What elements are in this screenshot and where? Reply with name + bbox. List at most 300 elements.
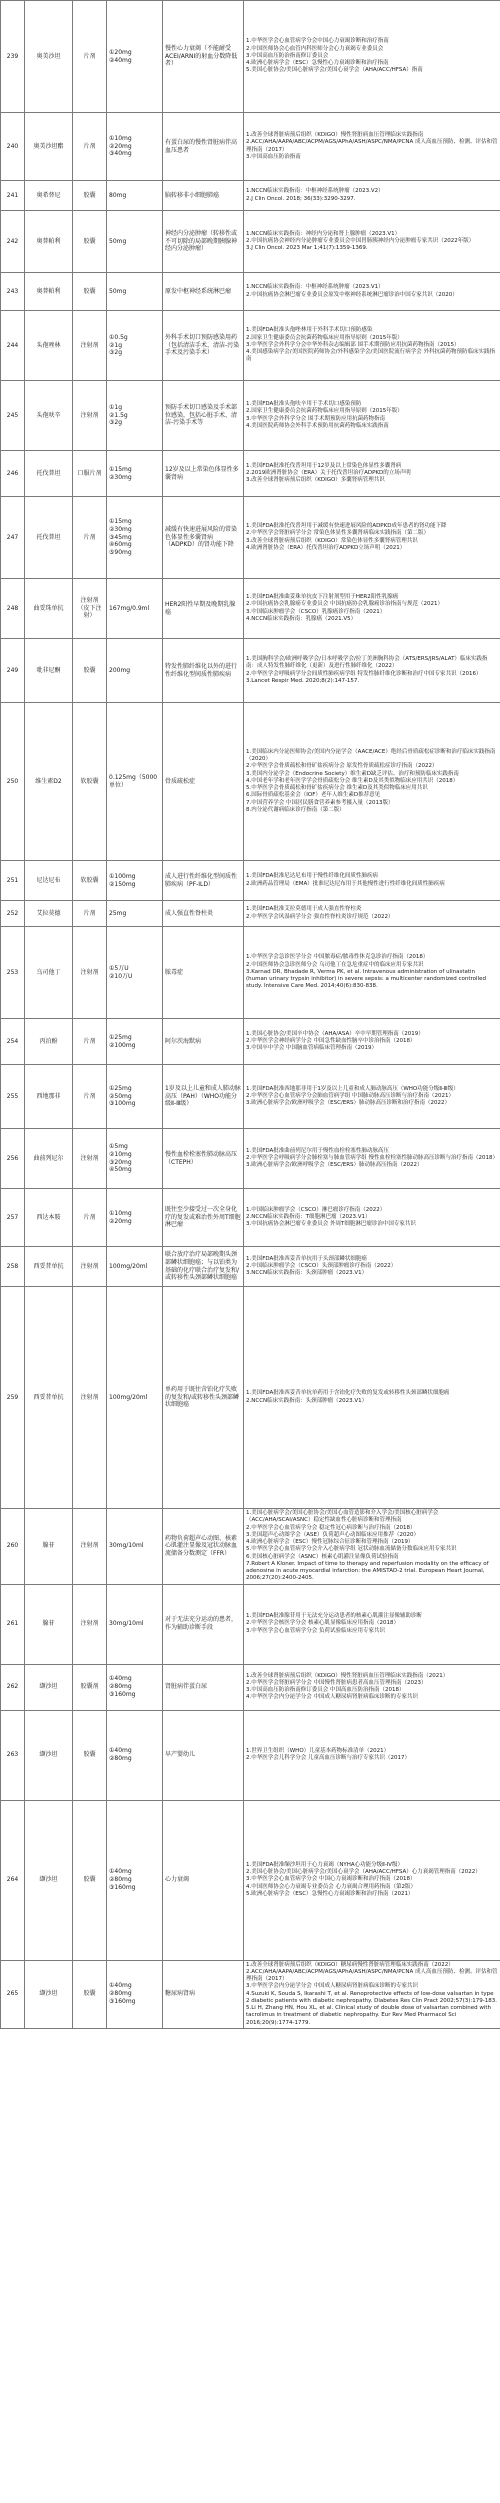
- evidence-line: 2.中国医师协会心血管内科医师分会心力衰竭专业委员会: [246, 45, 384, 52]
- evidence-line: 2.J Clin Oncol. 2018; 36(33):3290-3297.: [246, 195, 356, 202]
- specification-line: ②40mg: [109, 56, 132, 64]
- row-number-cell: 265: [1, 1960, 25, 2028]
- indication-cell: 神经内分泌肿瘤（转移性或不可切除的局部晚期胰腺神经内分泌肿瘤）: [163, 211, 244, 273]
- evidence-line: 4.欧洲肾脏协会（ERA）托伐普坦治疗ADPKD立场声明（2021）: [246, 544, 406, 551]
- table-row: [1, 1, 500, 113]
- specification-line: ③2g: [109, 349, 123, 357]
- evidence-line: 2.中华医学会心血管病学分会 稳定性冠心病诊断与治疗指南（2018）: [246, 1524, 416, 1531]
- evidence-line: 5.Li H, Zhang HN, Hou XL, et al. Clinical study of double dose of valsartan combined with tacrolimus in treatment of diabetic nephropathy. Eur Rev Med Pharmacol Sci 2016;20(9):1774-1779.: [246, 2005, 492, 2026]
- evidence-line: 3.欧洲心脏病学会/欧洲呼吸学会（ESC/ERS）肺动脉高压指南（2022）: [246, 1162, 423, 1169]
- row-number-cell: 239: [1, 1, 25, 113]
- row-number-cell: 258: [1, 1247, 25, 1287]
- evidence-line: 1.美国FDA批准曲妥珠单抗皮下注射剂型用于HER2阳性乳腺癌: [246, 594, 399, 600]
- evidence-line: 2.2019欧洲肾脏协会（ERA）关于托伐普坦治疗ADPKD的立场声明: [246, 469, 411, 476]
- indication-cell: 既往至少接受过一次全身化疗的复发或难治性外周T细胞淋巴瘤: [163, 1189, 244, 1247]
- evidence-line: 1.中国临床肿瘤学会（CSCO）淋巴瘤诊疗指南（2022）: [246, 1206, 386, 1213]
- evidence-line: 3.美国超声心动图学会（ASE）负荷超声心动图临床应用推荐（2020）: [246, 1531, 419, 1538]
- drug-name-cell: 奥普帕利: [25, 273, 73, 311]
- specification-line: ②30mg: [109, 473, 132, 481]
- evidence-line: 2.中华医学会神经病学分会 中国急性缺血性脑卒中诊治指南（2018）: [246, 1037, 416, 1044]
- indication-cell: 有蛋白尿的慢性肾脏病伴高血压患者: [163, 113, 244, 181]
- indication-cell: 慢性血栓栓塞性肺动脉高压（CTEPH）: [163, 1129, 244, 1189]
- row-number-cell: 249: [1, 639, 25, 703]
- drug-name-cell: 缬沙坦: [25, 1664, 73, 1710]
- specification-line: 50mg: [109, 237, 127, 245]
- row-number-cell: 248: [1, 579, 25, 639]
- dosage-form-cell: 胶囊剂: [73, 1664, 107, 1710]
- evidence-line: 1.中华医学会心血管病学分会中国心力衰竭诊断和治疗指南: [246, 38, 389, 45]
- evidence-basis-cell: [244, 861, 500, 901]
- table-row: [1, 1960, 500, 2028]
- row-number-cell: 264: [1, 1800, 25, 1960]
- evidence-line: 4.美国感染病学会/美国医院药师协会/外科感染学会/美国医院流行病学会 外科抗菌药物预防临床实践指南: [246, 349, 496, 363]
- evidence-line: 1.美国心脏病学会/美国心脏协会/美国心血管造影和介入学会/美国核心脏病学会（ACC/AHA/SCAI/ASNC）稳定性缺血性心脏病诊断和管理指南: [246, 1510, 439, 1524]
- evidence-basis-cell: [244, 181, 500, 211]
- drug-name-cell: 奥美沙坦酯: [25, 113, 73, 181]
- evidence-line: 4.NCCN临床实践指南：乳腺癌（2021.V5）: [246, 615, 357, 622]
- evidence-line: 4.欧洲心脏病学会（ESC）急慢性心力衰竭诊断和治疗指南: [246, 60, 389, 67]
- specification-cell: [107, 703, 163, 861]
- dosage-form-cell: 片剂: [73, 497, 107, 579]
- row-number-cell: 251: [1, 861, 25, 901]
- specification-line: ①10mg: [109, 134, 132, 142]
- dosage-form-cell: 注射剂: [73, 1509, 107, 1585]
- evidence-line: 1.改善全球肾脏病预后组织（KDIGO）慢性肾脏病血压管理临床实践指南（2021）: [246, 1672, 449, 1679]
- drug-name-cell: 腺苷: [25, 1509, 73, 1585]
- indication-cell: 外科手术切口预防感染用药（包括清洁手术、清洁-污染手术及污染手术）: [163, 311, 244, 381]
- dosage-form-cell: 注射剂: [73, 927, 107, 1019]
- specification-line: ③45mg: [109, 533, 132, 541]
- evidence-basis-cell: [244, 639, 500, 703]
- specification-cell: [107, 181, 163, 211]
- row-number-cell: 257: [1, 1189, 25, 1247]
- specification-line: 80mg: [109, 191, 127, 199]
- evidence-basis-cell: [244, 1065, 500, 1129]
- dosage-form-cell: 软胶囊: [73, 703, 107, 861]
- evidence-line: 1.改善全球肾脏病预后组织（KDIGO）糖尿病慢性肾脏病管理临床实践指南（2022）: [246, 1961, 454, 1968]
- specification-line: ②80mg: [109, 1755, 132, 1762]
- specification-line: ②20mg: [109, 1217, 132, 1225]
- evidence-line: 1.美国胸科学会/欧洲呼吸学会/日本呼吸学会/拉丁美洲胸科协会（ATS/ERS/JRS/ALAT）临床实践指南：成人特发性肺纤维化（更新）及进行性肺纤维化（2022）: [246, 656, 488, 670]
- specification-cell: [107, 639, 163, 703]
- table-row: [1, 1800, 500, 1960]
- indication-cell: 药物负荷超声心动图、核素心肌灌注显像及冠状动脉血流储备分数测定（FFR）: [163, 1509, 244, 1585]
- indication-cell: 糖尿病肾病: [163, 1960, 244, 2028]
- specification-line: ③40mg: [109, 150, 132, 158]
- evidence-line: 1.美国FDA批准头孢呋辛用于手术切口感染预防: [246, 401, 362, 407]
- indication-cell: 特发性肺纤维化以外的进行性纤维化型间质性肺疾病: [163, 639, 244, 703]
- indication-cell: 12岁及以上常染色体显性多囊肾病: [163, 451, 244, 497]
- table-row: [1, 579, 500, 639]
- evidence-line: 6.美国核心脏病学会（ASNC）核素心肌灌注显像负荷试验指南: [246, 1553, 399, 1560]
- evidence-basis-cell: [244, 113, 500, 181]
- evidence-line: 2.中华医学会核医学分会 核素心肌显像临床应用指南（2018）: [246, 1620, 399, 1627]
- table-row: [1, 181, 500, 211]
- dosage-form-cell: 口服片剂: [73, 451, 107, 497]
- indication-cell: HER2阳性早期及晚期乳腺癌: [163, 579, 244, 639]
- specification-cell: [107, 927, 163, 1019]
- specification-line: ②100mg: [109, 1041, 136, 1049]
- table-row: [1, 1189, 500, 1247]
- table-row: [1, 1584, 500, 1664]
- evidence-line: 1.美国FDA批准艾拉莫德用于成人强直性脊柱炎: [246, 906, 362, 913]
- drug-name-cell: 缬沙坦: [25, 1960, 73, 2028]
- specification-cell: [107, 113, 163, 181]
- evidence-basis-cell: [244, 1664, 500, 1710]
- evidence-line: 3.中华医学会内分泌学分会 中国成人糖尿病肾脏病临床诊断的专家共识: [246, 1983, 418, 1990]
- row-number-cell: 245: [1, 381, 25, 451]
- evidence-line: 2.ACC/AHA/AAPA/ABC/ACPM/AGS/APhA/ASH/ASPC/NMA/PCNA 成人高血压预防、检测、评估和管理指南（2017）: [246, 1968, 498, 1982]
- specification-line: 100mg/20ml: [109, 1393, 148, 1401]
- drug-name-cell: 头孢唑林: [25, 311, 73, 381]
- specification-line: ②1g: [109, 341, 123, 349]
- row-number-cell: 254: [1, 1019, 25, 1065]
- table-row: [1, 1129, 500, 1189]
- dosage-form-cell: 胶囊: [73, 1800, 107, 1960]
- evidence-basis-cell: [244, 703, 500, 861]
- drug-name-cell: 奥美沙坦: [25, 1, 73, 113]
- evidence-line: 3.改善全球肾脏病预后组织（KDIGO）常染色体显性多囊肾病管理共识: [246, 537, 418, 544]
- evidence-basis-cell: [244, 1287, 500, 1509]
- drug-name-cell: 尼达尼布: [25, 861, 73, 901]
- row-number-cell: 262: [1, 1664, 25, 1710]
- evidence-line: 3.J Clin Oncol. 2023 Mar 1;41(7):1359-1369.: [246, 245, 368, 252]
- dosage-form-cell: 注射剂: [73, 1247, 107, 1287]
- evidence-line: 1.美国FDA批准缬沙坦用于心力衰竭（NYHA心功能分级Ⅱ-Ⅳ级）: [246, 1861, 403, 1868]
- evidence-line: 2.NCCN临床实践指南：T细胞淋巴瘤（2023.V1）: [246, 1213, 371, 1220]
- evidence-line: 3.中国高血压防治指南修订委员会: [246, 52, 329, 59]
- evidence-basis-cell: [244, 579, 500, 639]
- indication-cell: 1岁及以上儿童和成人肺动脉高压（PAH）（WHO功能分级Ⅱ-Ⅲ级）: [163, 1065, 244, 1129]
- drug-name-cell: 西地那非: [25, 1065, 73, 1129]
- evidence-line: 2.中国医师协会急诊医师分会 乌司他丁在急危重症中的临床应用专家共识: [246, 961, 424, 968]
- indication-cell: 联合放疗治疗局部晚期头颈部鳞状细胞癌；与以铂类为基础的化疗联合治疗复发和/或转移性头颈部鳞状细胞癌: [163, 1247, 244, 1287]
- specification-line: ①5mg: [109, 1142, 128, 1150]
- evidence-line: 3.Lancet Respir Med. 2020;8(2):147-157.: [246, 677, 360, 684]
- evidence-line: 7.中国营养学会 中国居民膳食营养素参考摄入量（2013版）: [246, 799, 394, 806]
- evidence-line: 1.美国FDA批准曲前列尼尔用于慢性血栓栓塞性肺动脉高压: [246, 1147, 389, 1154]
- indication-cell: 减缓有快速进展风险的常染色体显性多囊肾病（ADPKD）的肾功能下降: [163, 497, 244, 579]
- specification-line: 50mg: [109, 287, 127, 295]
- evidence-line: 2.中国临床肿瘤学会（CSCO）头颈部肿瘤诊疗指南（2022）: [246, 1262, 397, 1269]
- evidence-line: 3.中华医学会心血管病学分会 中国心力衰竭诊断和治疗指南（2018）: [246, 1876, 416, 1883]
- table-row: [1, 113, 500, 181]
- evidence-line: 2.中华医学会呼吸病学分会间质性肺疾病学组 特发性肺纤维化诊断和治疗中国专家共识（2016）: [246, 670, 482, 677]
- dosage-form-cell: 片剂: [73, 901, 107, 927]
- evidence-line: 5.中华医学会骨质疏松和骨矿盐疾病分会 维生素D及其类似物临床应用共识: [246, 785, 428, 792]
- dosage-form-cell: 注射剂: [73, 1129, 107, 1189]
- evidence-line: 2.国家卫生健康委员会抗菌药物临床应用指导原则（2015年版）: [246, 408, 403, 415]
- dosage-form-cell: 胶囊: [73, 211, 107, 273]
- evidence-line: 3.中国高血压防治指南: [246, 153, 301, 160]
- table-row: [1, 1287, 500, 1509]
- dosage-form-cell: 片剂: [73, 113, 107, 181]
- table-row: [1, 211, 500, 273]
- evidence-basis-cell: [244, 381, 500, 451]
- row-number-cell: 244: [1, 311, 25, 381]
- evidence-line: 2.中华医学会儿科学分会 儿童高血压诊断与治疗专家共识（2017）: [246, 1755, 410, 1761]
- evidence-line: 4.美国医院药师协会外科手术预防用抗菌药物临床实践指南: [246, 422, 389, 429]
- table-row: [1, 1710, 500, 1800]
- specification-line: 200mg: [109, 666, 131, 674]
- specification-line: ①100mg: [109, 872, 136, 880]
- indication-cell: 阿尔茨海默病: [163, 1019, 244, 1065]
- specification-line: 167mg/0.9ml: [109, 604, 150, 612]
- row-number-cell: 243: [1, 273, 25, 311]
- specification-line: ①40mg: [109, 1747, 132, 1755]
- evidence-line: 7.Robert A Kloner. Impact of time to therapy and reperfusion modality on the efficacy of adenosine in acute myocardial infarction: the AMISTAD-2 trial. European Heart Journal, 2006;27(20):2400-2405.: [246, 1560, 489, 1582]
- specification-line: ②150mg: [109, 880, 136, 888]
- evidence-line: 3.Karnad DR, Bhadade R, Verma PK, et al. Intravenous administration of ulinastatin (human urinary trypsin inhibitor) in severe sepsis: a multicenter randomized controlled study. Intensive Care Med. 2014;40(6):830-838.: [246, 968, 486, 990]
- specification-line: ③160mg: [109, 1883, 136, 1891]
- dosage-form-cell: 片剂: [73, 1019, 107, 1065]
- specification-line: ①40mg: [109, 1868, 132, 1876]
- specification-line: ①5万U: [109, 964, 129, 972]
- indication-cell: 脑转移非小细胞肺癌: [163, 181, 244, 211]
- table-row: [1, 639, 500, 703]
- specification-line: ④60mg: [109, 541, 132, 549]
- specification-line: 25mg: [109, 909, 127, 917]
- indication-cell: 成人强直性脊柱炎: [163, 901, 244, 927]
- table-row: [1, 927, 500, 1019]
- evidence-line: 1.美国FDA批准腺苷用于无法充分运动患者的核素心肌灌注显像辅助诊断: [246, 1613, 422, 1620]
- specification-line: ④50mg: [109, 1166, 132, 1174]
- specification-cell: [107, 901, 163, 927]
- evidence-basis-cell: [244, 1129, 500, 1189]
- specification-cell: [107, 579, 163, 639]
- drug-name-cell: 丙泊酚: [25, 1019, 73, 1065]
- evidence-line: 2.欧洲药品管理局（EMA）批准尼达尼布用于其他慢性进行性纤维化间质性肺疾病: [246, 880, 445, 887]
- evidence-line: 1.NCCN临床实践指南：神经内分泌和肾上腺肿瘤（2023.V1）: [246, 230, 401, 237]
- specification-line: ⑤90mg: [109, 549, 132, 557]
- specification-line: ②30mg: [109, 525, 132, 533]
- specification-cell: [107, 1664, 163, 1710]
- evidence-line: 1.美国FDA批准托伐普坦用于12岁及以上常染色体显性多囊肾病: [246, 462, 402, 469]
- indication-cell: 脓毒症: [163, 927, 244, 1019]
- evidence-line: 5.美国心脏协会/美国心脏病学会/美国心衰学会（AHA/ACC/HFSA）指南: [246, 67, 423, 74]
- specification-line: ③100mg: [109, 1100, 136, 1108]
- row-number-cell: 263: [1, 1710, 25, 1800]
- evidence-basis-cell: [244, 211, 500, 273]
- evidence-basis-cell: [244, 1189, 500, 1247]
- evidence-line: 3.中华医学会心血管病学分会 负荷试验临床应用专家共识: [246, 1627, 385, 1634]
- specification-cell: [107, 1710, 163, 1800]
- evidence-line: 1.美国FDA批准西妥昔单抗单药用于含铂化疗失败的复发或转移性头颈部鳞状细胞癌: [246, 1390, 450, 1397]
- specification-cell: [107, 1, 163, 113]
- specification-cell: [107, 1129, 163, 1189]
- evidence-line: 2.中国抗癌协会神经内分泌肿瘤专业委员会中国胃肠胰神经内分泌肿瘤专家共识（2022年版）: [246, 237, 475, 244]
- drug-name-cell: 西妥昔单抗: [25, 1247, 73, 1287]
- dosage-form-cell: 注射剂: [73, 311, 107, 381]
- indication-cell: 肾脏病伴蛋白尿: [163, 1664, 244, 1710]
- specification-line: ①15mg: [109, 518, 132, 525]
- drug-name-cell: 曲妥珠单抗: [25, 579, 73, 639]
- evidence-line: 1.NCCN临床实践指南：中枢神经系统肿瘤（2023.V1）: [246, 284, 384, 291]
- table-row: [1, 901, 500, 927]
- evidence-line: 3.中华医学会外科学分会 围手术期预防应用抗菌药物指南: [246, 415, 385, 422]
- evidence-line: 2.NCCN临床实践指南：头颈部肿瘤（2023.V1）: [246, 1397, 368, 1404]
- evidence-line: 2.ACC/AHA/AAPA/ABC/ACPM/AGS/APhA/ASH/ASPC/NMA/PCNA 成人高血压预防、检测、评估和管理指南（2017）: [246, 139, 498, 153]
- drug-name-cell: 奥希替尼: [25, 181, 73, 211]
- indication-cell: 成人进行性纤维化型间质性肺疾病（PF-ILD）: [163, 861, 244, 901]
- evidence-line: 2.中华医学会风湿病学分会 强直性脊柱炎诊疗规范（2022）: [246, 913, 394, 920]
- table-row: [1, 497, 500, 579]
- specification-line: ①15mg: [109, 465, 132, 473]
- evidence-line: 4.中国老年学和老年医学学会骨质疏松分会 维生素D及其类似物临床应用共识（2018）: [246, 777, 459, 784]
- evidence-line: 2.中华医学会心血管病学分会肺血管病学组 中国肺动脉高压诊断与治疗指南（2021）: [246, 1092, 454, 1099]
- evidence-basis-cell: [244, 451, 500, 497]
- specification-line: ②10mg: [109, 1150, 132, 1158]
- evidence-line: 3.美国内分泌学会（Endocrine Society）维生素D缺乏评估、治疗和预防临床实践指南: [246, 770, 459, 777]
- evidence-line: 2.中国抗癌协会乳腺癌专业委员会 中国抗癌协会乳腺癌诊治指南与规范（2021）: [246, 601, 443, 608]
- drug-name-cell: 西达本胺: [25, 1189, 73, 1247]
- evidence-line: 3.中国抗癌协会淋巴瘤专业委员会 外周T细胞淋巴瘤诊治中国专家共识: [246, 1221, 416, 1228]
- table-row: [1, 861, 500, 901]
- evidence-basis-cell: [244, 1509, 500, 1585]
- specification-cell: [107, 1065, 163, 1129]
- specification-cell: [107, 311, 163, 381]
- specification-line: ③160mg: [109, 1690, 136, 1698]
- row-number-cell: 242: [1, 211, 25, 273]
- evidence-line: 1.美国FDA批准西地那非用于1岁及以上儿童和成人肺动脉高压（WHO功能分级Ⅱ-Ⅲ级）: [246, 1085, 459, 1092]
- evidence-basis-cell: [244, 1247, 500, 1287]
- indication-cell: 预防手术切口感染及手术部位感染，包括心脏手术、清洁-污染手术等: [163, 381, 244, 451]
- specification-line: ①1g: [109, 403, 123, 411]
- drug-name-cell: 艾拉莫德: [25, 901, 73, 927]
- indication-cell: 原发中枢神经系统淋巴瘤: [163, 273, 244, 311]
- evidence-line: 3.改善全球肾脏病预后组织（KDIGO）多囊肾病管理共识: [246, 477, 385, 484]
- specification-line: 30mg/10ml: [109, 1620, 144, 1628]
- evidence-line: 2.美国心脏协会/美国心脏病学会/美国心衰学会（AHA/ACC/HFSA）心力衰竭管理指南（2022）: [246, 1869, 481, 1876]
- table-row: [1, 451, 500, 497]
- evidence-line: 2.中国抗癌协会淋巴瘤专业委员会原发中枢神经系统淋巴瘤诊治中国专家共识（2020）: [246, 291, 458, 298]
- specification-line: 0.125mg（5000单位）: [109, 773, 158, 789]
- evidence-line: 6.国际骨质疏松基金会（IOF）老年人维生素D推荐意见: [246, 792, 381, 799]
- evidence-line: 4.Suzuki K, Souda S, Ikarashi T, et al. Renoprotective effects of low-dose valsartan in type 2 diabetic patients with diabetic nephropathy. Diabetes Res Clin Pract 2002;57(3):179-183.: [246, 1990, 497, 2004]
- row-number-cell: 261: [1, 1584, 25, 1664]
- evidence-basis-cell: [244, 273, 500, 311]
- table-row: [1, 273, 500, 311]
- row-number-cell: 247: [1, 497, 25, 579]
- evidence-line: 1.美国FDA批准托伐普坦用于减缓有快速进展风险的ADPKD成年患者的肾功能下降: [246, 523, 447, 529]
- drug-name-cell: 头孢呋辛: [25, 381, 73, 451]
- evidence-basis-cell: [244, 927, 500, 1019]
- specification-line: ①40mg: [109, 1675, 132, 1683]
- dosage-form-cell: 片剂: [73, 1065, 107, 1129]
- specification-line: ②20mg: [109, 142, 132, 150]
- drug-name-cell: 乌司他丁: [25, 927, 73, 1019]
- specification-cell: [107, 1247, 163, 1287]
- evidence-basis-cell: [244, 1584, 500, 1664]
- evidence-line: 3.欧洲心脏病学会/欧洲呼吸学会（ESC/ERS）肺动脉高压诊断和治疗指南（2022）: [246, 1100, 451, 1107]
- evidence-basis-cell: [244, 311, 500, 381]
- specification-cell: [107, 1509, 163, 1585]
- table-row: [1, 703, 500, 861]
- drug-name-cell: 西妥昔单抗: [25, 1287, 73, 1509]
- specification-line: ③2g: [109, 419, 123, 427]
- specification-cell: [107, 1019, 163, 1065]
- specification-line: ②80mg: [109, 1990, 132, 1998]
- specification-line: ①0.5g: [109, 333, 128, 341]
- specification-line: ①25mg: [109, 1084, 132, 1092]
- specification-line: ①40mg: [109, 1982, 132, 1990]
- evidence-line: 5.中华医学会心血管病学分会介入心脏病学组 冠状动脉血流储备分数临床应用专家共识: [246, 1546, 457, 1553]
- specification-line: ③20mg: [109, 1158, 132, 1166]
- drug-name-cell: 吡非尼酮: [25, 639, 73, 703]
- dosage-form-cell: 注射剂: [73, 1584, 107, 1664]
- table-row: [1, 381, 500, 451]
- drug-name-cell: 缬沙坦: [25, 1710, 73, 1800]
- evidence-line: 1.中华医学会急诊医学分会 中国脓毒症/脓毒性休克急诊治疗指南（2018）: [246, 954, 429, 961]
- specification-line: 30mg/10ml: [109, 1542, 144, 1550]
- specification-cell: [107, 451, 163, 497]
- row-number-cell: 250: [1, 703, 25, 861]
- row-number-cell: 255: [1, 1065, 25, 1129]
- evidence-line: 4.欧洲心脏病学会（ESC）慢性冠脉综合征诊断和管理指南（2019）: [246, 1539, 414, 1545]
- specification-cell: [107, 273, 163, 311]
- table-row: [1, 1509, 500, 1585]
- evidence-basis-cell: [244, 497, 500, 579]
- indication-cell: 早产婴幼儿: [163, 1710, 244, 1800]
- specification-line: ①20mg: [109, 48, 132, 56]
- evidence-line: 1.美国临床内分泌医师协会/美国内分泌学会（AACE/ACE）绝经后骨质疏松症诊断和治疗临床实践指南（2020）: [246, 748, 496, 763]
- dosage-form-cell: 注射剂（皮下注射）: [73, 579, 107, 639]
- dosage-form-cell: 软胶囊: [73, 861, 107, 901]
- drug-name-cell: 腺苷: [25, 1584, 73, 1664]
- evidence-line: 3.中国卒中学会 中国脑血管病临床管理指南（2019）: [246, 1045, 377, 1052]
- specification-line: ②1.5g: [109, 411, 128, 419]
- table-body: [1, 1, 500, 2029]
- specification-cell: [107, 211, 163, 273]
- drug-name-cell: 缬沙坦: [25, 1800, 73, 1960]
- row-number-cell: 240: [1, 113, 25, 181]
- evidence-line: 2.国家卫生健康委员会抗菌药物临床应用指导原则（2015年版）: [246, 334, 403, 341]
- evidence-basis-cell: [244, 901, 500, 927]
- evidence-line: 1.美国FDA批准尼达尼布用于慢性纤维化间质性肺疾病: [246, 873, 378, 880]
- dosage-form-cell: 胶囊: [73, 273, 107, 311]
- specification-line: ②10万U: [109, 972, 133, 980]
- dosage-form-cell: 胶囊: [73, 1710, 107, 1800]
- drug-name-cell: 托伐普坦: [25, 497, 73, 579]
- evidence-line: 3.中国高血压防治指南修订委员会 中国高血压防治指南（2018）: [246, 1687, 405, 1693]
- specification-line: ②80mg: [109, 1876, 132, 1884]
- specification-cell: [107, 1287, 163, 1509]
- specification-line: ①10mg: [109, 1209, 132, 1217]
- row-number-cell: 256: [1, 1129, 25, 1189]
- evidence-line: 2.中华医学会呼吸病学分会肺栓塞与肺血管病学组 慢性血栓栓塞性肺动脉高压诊断与治疗指南（2018）: [246, 1154, 498, 1161]
- specification-line: ③160mg: [109, 1998, 136, 2006]
- table-row: [1, 311, 500, 381]
- evidence-basis-cell: [244, 1960, 500, 2028]
- evidence-line: 5.欧洲心脏病学会（ESC）急慢性心力衰竭诊断和治疗指南（2021）: [246, 1890, 414, 1897]
- evidence-line: 1.美国FDA批准西妥昔单抗用于头颈部鳞状细胞癌: [246, 1255, 367, 1262]
- table-row: [1, 1664, 500, 1710]
- evidence-basis-cell: [244, 1019, 500, 1065]
- indication-cell: 慢性心力衰竭（不能耐受ACEI/ARNI的射血分数降低者）: [163, 1, 244, 113]
- dosage-form-cell: 胶囊: [73, 1960, 107, 2028]
- drug-name-cell: 托伐普坦: [25, 451, 73, 497]
- drug-name-cell: 奥普帕利: [25, 211, 73, 273]
- specification-cell: [107, 1960, 163, 2028]
- evidence-line: 1.NCCN临床实践指南：中枢神经系统肿瘤（2023.V2）: [246, 188, 384, 195]
- dosage-form-cell: 片剂: [73, 1189, 107, 1247]
- specification-cell: [107, 861, 163, 901]
- dosage-form-cell: 胶囊: [73, 181, 107, 211]
- row-number-cell: 253: [1, 927, 25, 1019]
- row-number-cell: 259: [1, 1287, 25, 1509]
- specification-line: ②80mg: [109, 1683, 132, 1691]
- drug-name-cell: 曲前列尼尔: [25, 1129, 73, 1189]
